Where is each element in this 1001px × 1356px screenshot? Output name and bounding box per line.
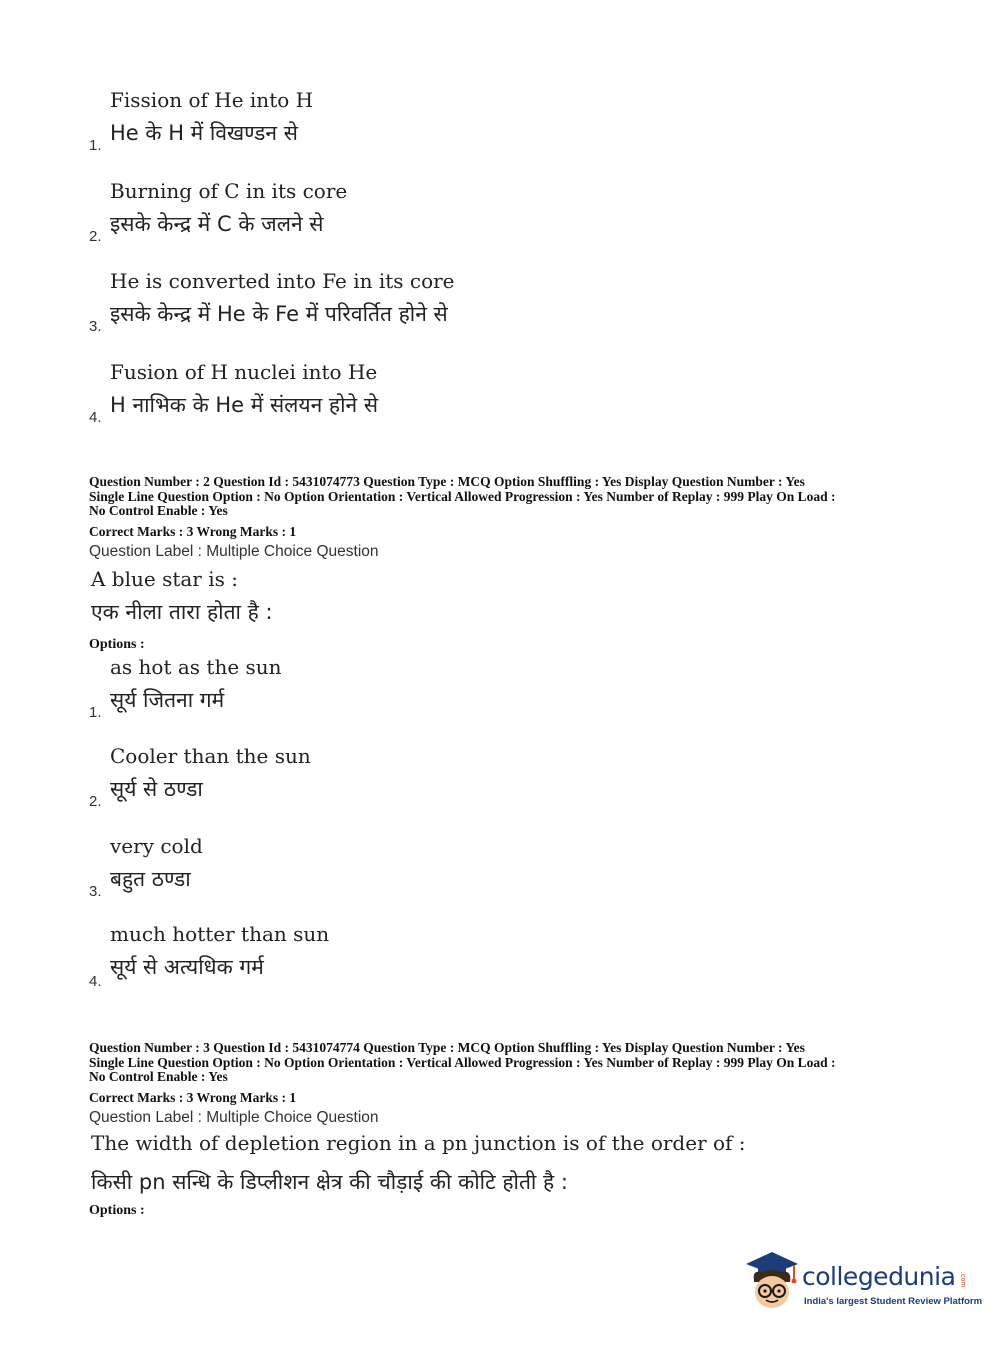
option-text-en: He is converted into Fe in its core	[110, 269, 455, 293]
question-text-en: The width of depletion region in a pn junction is of the order of :	[91, 1131, 746, 1155]
question-label: Question Label : Multiple Choice Question	[89, 543, 379, 560]
option-text-hi: सूर्य जितना गर्म	[110, 688, 225, 712]
option-number: 4.	[89, 973, 102, 990]
question-meta	[89, 1041, 919, 1085]
option-number: 3.	[89, 883, 102, 900]
option-text-hi: बहुत ठण्डा	[110, 867, 191, 891]
question-marks: Correct Marks : 3 Wrong Marks : 1	[89, 524, 297, 539]
option-text-hi: सूर्य से ठण्डा	[110, 777, 203, 801]
meta-line: Single Line Question Option : No Option Orientation : Vertical Allowed Progression : Yes Number of Replay : 999 Play On Load :	[89, 1054, 836, 1070]
option-number: 2.	[89, 793, 102, 810]
meta-line: Single Line Question Option : No Option Orientation : Vertical Allowed Progression : Yes Number of Replay : 999 Play On Load :	[89, 488, 836, 504]
option-number: 1.	[89, 704, 102, 721]
meta-line: Question Number : 2 Question Id : 5431074773 Question Type : MCQ Option Shuffling : Yes Display Question Number : Yes	[89, 474, 805, 489]
meta-line: No Control Enable : Yes	[89, 1069, 228, 1084]
student-mascot-icon	[742, 1250, 802, 1320]
option-text-en: Burning of C in its core	[110, 179, 348, 203]
options-label: Options :	[89, 1203, 145, 1218]
question-text-en: A blue star is :	[91, 567, 238, 591]
question-text-hi: किसी pn सन्धि के डिप्लीशन क्षेत्र की चौड़ाई की कोटि होती है :	[91, 1170, 568, 1194]
option-text-en: as hot as the sun	[110, 655, 282, 679]
brand-tagline: India's largest Student Review Platform	[804, 1296, 983, 1307]
question-text-hi: एक नीला तारा होता है :	[91, 600, 273, 624]
option-text-en: much hotter than sun	[110, 922, 330, 946]
option-text-hi: He के H में विखण्डन से	[110, 121, 298, 145]
option-text-en: very cold	[110, 834, 203, 858]
option-text-hi: इसके केन्द्र में He के Fe में परिवर्तित होने से	[110, 302, 448, 326]
collegedunia-logo[interactable]	[742, 1250, 983, 1320]
option-number: 1.	[89, 137, 102, 154]
option-number: 3.	[89, 318, 102, 335]
option-text-en: Fission of He into H	[110, 88, 314, 112]
meta-line: No Control Enable : Yes	[89, 503, 228, 518]
options-label: Options :	[89, 637, 145, 652]
option-text-en: Fusion of H nuclei into He	[110, 360, 378, 384]
question-meta	[89, 475, 919, 519]
option-number: 4.	[89, 409, 102, 426]
option-text-hi: H नाभिक के He में संलयन होने से	[110, 393, 379, 417]
option-text-hi: इसके केन्द्र में C के जलने से	[110, 212, 324, 236]
option-text-hi: सूर्य से अत्यधिक गर्म	[110, 955, 264, 979]
question-marks: Correct Marks : 3 Wrong Marks : 1	[89, 1090, 297, 1105]
meta-line: Question Number : 3 Question Id : 5431074774 Question Type : MCQ Option Shuffling : Yes Display Question Number : Yes	[89, 1040, 805, 1055]
question-label: Question Label : Multiple Choice Question	[89, 1109, 379, 1126]
brand-dotcom: .com	[959, 1272, 966, 1288]
option-text-en: Cooler than the sun	[110, 744, 311, 768]
brand-name: collegedunia	[802, 1262, 956, 1291]
option-number: 2.	[89, 228, 102, 245]
